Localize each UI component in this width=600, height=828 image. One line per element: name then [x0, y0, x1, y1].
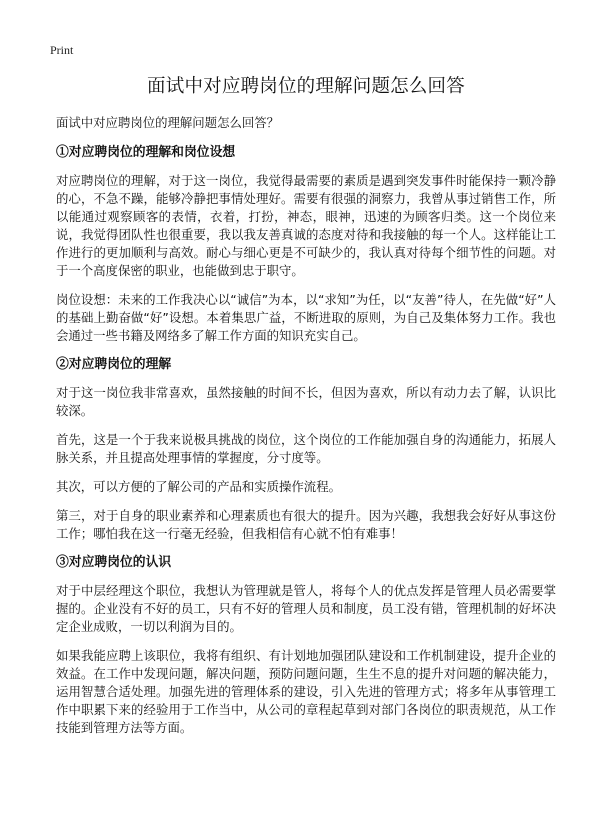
section-3 — [56, 554, 556, 737]
section-heading: ③对应聘岗位的认识 — [56, 554, 172, 570]
intro-question: 面试中对应聘岗位的理解问题怎么回答？ — [56, 115, 280, 131]
paragraph: 首先，这是一个于我来说极具挑战的岗位，这个岗位的工作能加强自身的沟通能力，拓展人脉关系，并且提高处理事情的掌握度，分寸度等。 — [56, 431, 556, 465]
section-1 — [56, 144, 556, 345]
paragraph: 第三，对于自身的职业素养和心理素质也有很大的提升。因为兴趣，我想我会好好从事这份工作；哪怕我在这一行毫无经验，但我相信有心就不怕有难事！ — [56, 507, 556, 541]
paragraph: 岗位设想：未来的工作我决心以“诚信”为本，以“求知”为任，以“友善”待人，在先做“好”人的基础上勤奋做“好”设想。本着集思广益，不断进取的原则，为自己及集体努力工作。我也会通过一些书籍及网络多了解工作方面的知识充实自己。 — [56, 291, 556, 343]
section-2 — [56, 356, 556, 543]
paragraph: 对于这一岗位我非常喜欢，虽然接触的时间不长，但因为喜欢，所以有动力去了解，认识比较深。 — [56, 384, 556, 418]
document-title: 面试中对应聘岗位的理解问题怎么回答 — [147, 76, 465, 97]
paragraph: 对于中层经理这个职位，我想认为管理就是管人，将每个人的优点发挥是管理人员必需要掌握的。企业没有不好的员工，只有不好的管理人员和制度，员工没有错，管理机制的好坏决定企业成败，一切以利润为目的。 — [56, 582, 556, 634]
print-label: Print — [50, 43, 74, 57]
section-heading: ①对应聘岗位的理解和岗位设想 — [56, 145, 236, 161]
paragraph: 如果我能应聘上该职位，我将有组织、有计划地加强团队建设和工作机制建设，提升企业的效益。在工作中发现问题，解决问题，预防问题问题，生生不息的提升对问题的解决能力，运用智慧合适处理。加强先进的管理体系的建设，引入先进的管理方式；将多年从事管理工作中职累下来的经验用于工作当中，从公司的章程起草到对部门各岗位的职责规范，从工作技能到管理方法等方面。 — [56, 647, 556, 735]
section-heading: ②对应聘岗位的理解 — [56, 356, 172, 372]
paragraph: 对应聘岗位的理解，对于这一岗位，我觉得最需要的素质是遇到突发事件时能保持一颗冷静的心，不急不躁，能够冷静把事情处理好。需要有很强的洞察力，我曾从事过销售工作，所以能通过观察顾客的表情，衣着，打扮，神态，眼神，迅速的为顾客归类。这一个岗位来说，我觉得团队性也很重要，我以我友善真诚的态度对待和我接触的每一个人。这样能让工作进行的更加顺利与高效。耐心与细心更是不可缺少的，我认真对待每个细节性的问题。对于一个高度保密的职业，也能做到忠于职守。 — [56, 173, 556, 278]
paragraph: 其次，可以方便的了解公司的产品和实质操作流程。 — [56, 478, 341, 494]
